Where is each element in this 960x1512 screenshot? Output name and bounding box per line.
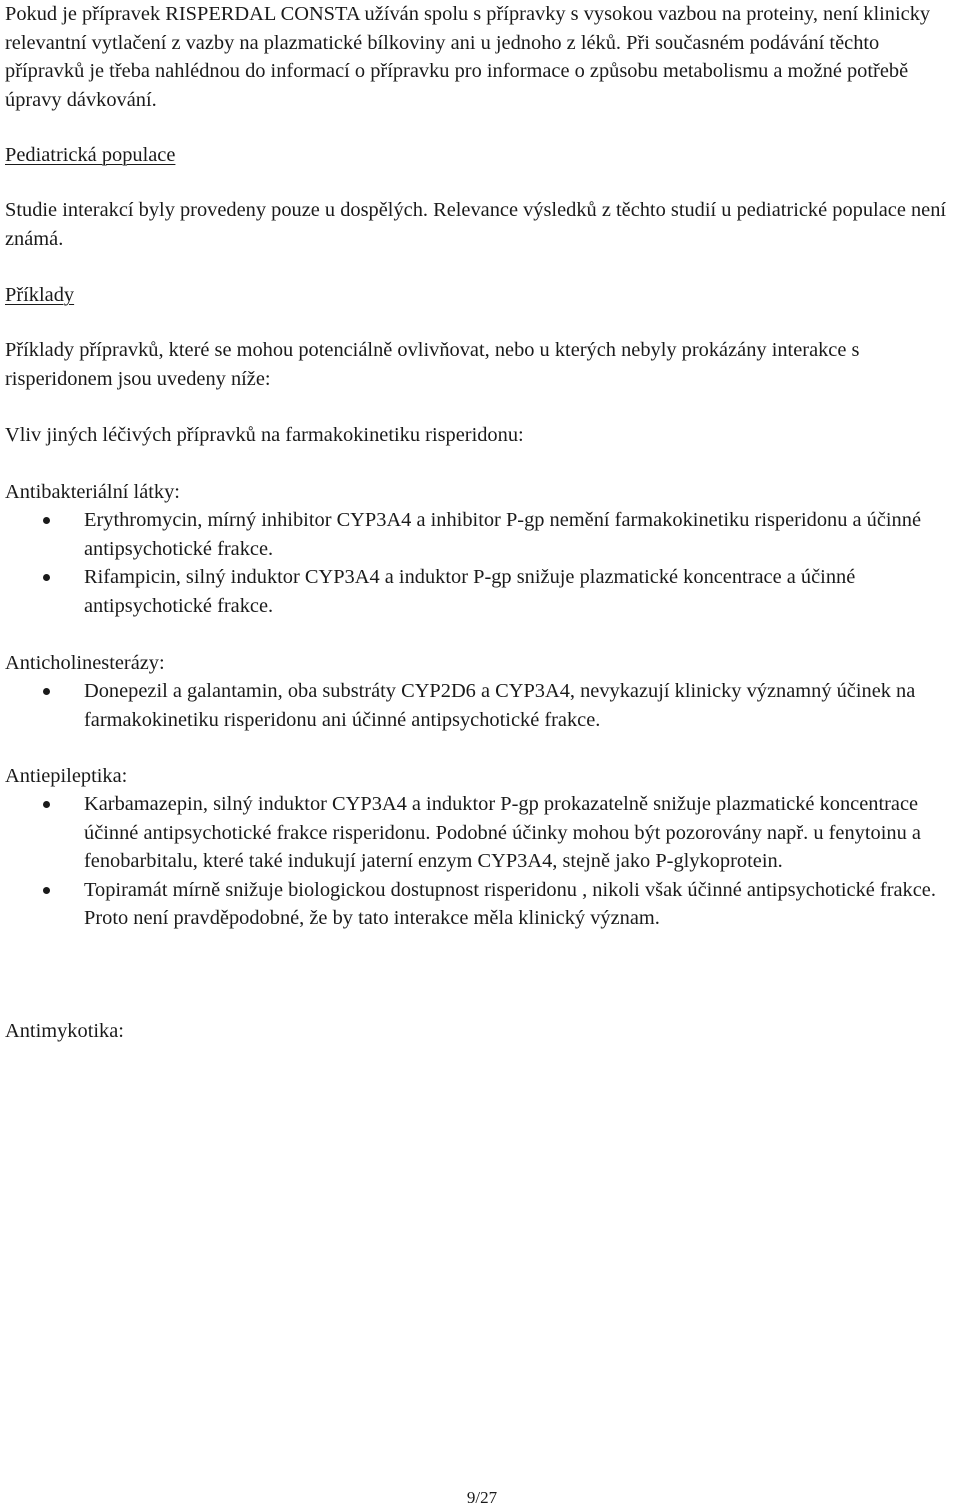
list-item-text: Erythromycin, mírný inhibitor CYP3A4 a inhibitor P-gp nemění farmakokinetiku risperidonu a účinné antipsychotické frakce. [84,509,922,560]
antiepileptics-heading: Antiepileptika: [5,765,128,787]
cholinesterase-heading: Anticholinesterázy: [5,652,165,674]
list-item [5,677,955,734]
bullet-icon [43,574,50,581]
list-item [5,563,955,620]
antibacterial-heading: Antibakteriální látky: [5,481,180,503]
bullet-icon [43,887,50,894]
list-item-text: Rifampicin, silný induktor CYP3A4 a induktor P-gp snižuje plazmatické koncentrace a účinné antipsychotické frakce. [84,566,856,617]
list-item-text: Donepezil a galantamin, oba substráty CYP2D6 a CYP3A4, nevykazují klinicky významný účinek na farmakokinetiku risperidonu ani účinné antipsychotické frakce. [84,680,916,731]
examples-intro: Příklady přípravků, které se mohou potenciálně ovlivňovat, nebo u kterých nebyly prokázány interakce s risperidonem jsou uvedeny níže: [5,339,860,390]
bullet-icon [43,801,50,808]
list-item [5,506,955,563]
antibacterial-list [5,506,955,620]
examples-subheading: Vliv jiných léčivých přípravků na farmakokinetiku risperidonu: [5,424,524,446]
list-item-text: Topiramát mírně snižuje biologickou dostupnost risperidonu , nikoli však účinné antipsychotické frakce. Proto není pravděpodobné, že by tato interakce měla klinický význam. [84,878,936,930]
pediatric-heading: Pediatrická populace [5,144,176,166]
list-item-text: Karbamazepin, silný induktor CYP3A4 a induktor P-gp prokazatelně snižuje plazmatické koncentrace účinné antipsychotické frakce risperidonu. Podobné účinky mohou být pozorovány např. u fenytoinu a fenobarbitalu, které také indukují jaterní enzym CYP3A4, stejně jako P-glykoprotein. [84,793,921,873]
list-item [5,790,955,876]
list-item [5,876,955,933]
bullet-icon [43,517,50,524]
bullet-icon [43,688,50,695]
antiepileptics-list [5,790,955,933]
examples-heading: Příklady [5,284,75,306]
pediatric-text: Studie interakcí byly provedeny pouze u dospělých. Relevance výsledků z těchto studií u pediatrické populace není známá. [5,199,947,250]
page-number: 9/27 [466,1488,498,1507]
cholinesterase-list [5,677,955,734]
intro-paragraph: Pokud je přípravek RISPERDAL CONSTA užíván spolu s přípravky s vysokou vazbou na proteiny, není klinicky relevantní vytlačení z vazby na plazmatické bílkoviny ani u jednoho z léků. Při současném podávání těchto přípravků je třeba nahlédnou do informací o přípravku pro informace o způsobu metabolismu a možné potřebě úpravy dávkování. [5,3,931,111]
antimycotics-heading: Antimykotika: [5,1020,124,1042]
